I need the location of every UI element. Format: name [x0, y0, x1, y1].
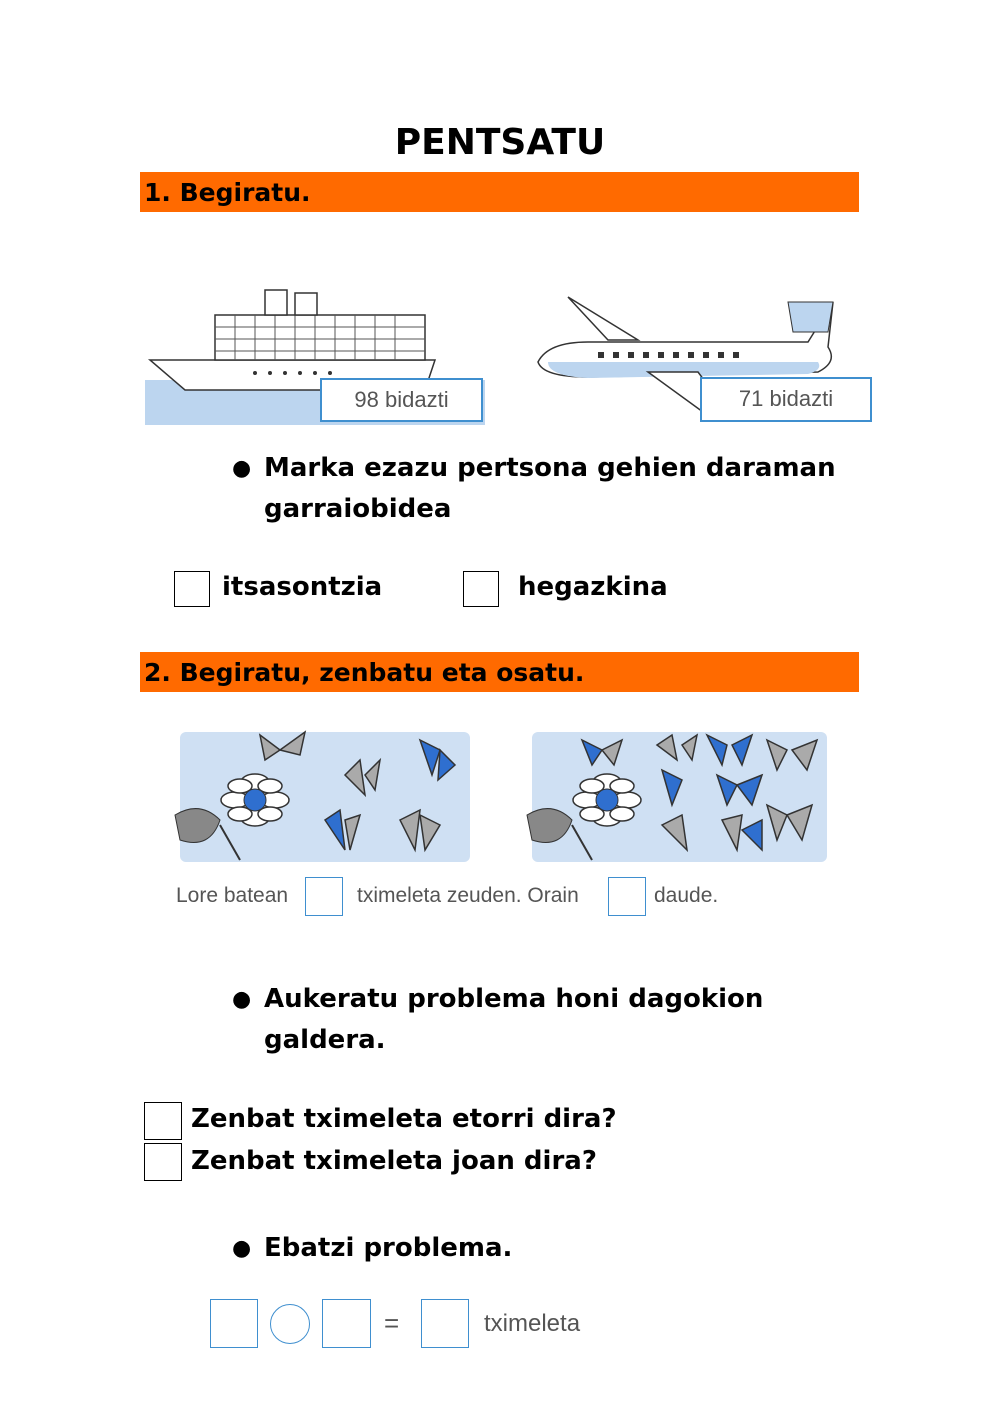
answer-box-initial-count[interactable]: [305, 877, 343, 916]
sentence-part1: Lore batean: [176, 884, 289, 907]
option-itsasontzia-label: itsasontzia: [222, 572, 383, 602]
butterflies-scene-after: [522, 720, 832, 865]
question-came-label: Zenbat tximeleta etorri dira?: [191, 1104, 617, 1134]
checkbox-itsasontzia[interactable]: [174, 571, 210, 607]
plane-passengers-label: 71 bidazti: [700, 377, 872, 422]
checkbox-question-came[interactable]: [144, 1102, 182, 1140]
answer-box-final-count[interactable]: [608, 877, 646, 916]
equation-box-second[interactable]: [322, 1299, 371, 1348]
section-1-heading: 1. Begiratu.: [140, 172, 859, 212]
checkbox-hegazkina[interactable]: [463, 571, 499, 607]
instruction-mark-transport: ● Marka ezazu pertsona gehien daraman garraiobidea: [232, 448, 872, 532]
option-hegazkina-label: hegazkina: [518, 572, 668, 602]
page-title: PENTSATU: [394, 122, 606, 163]
bullet-icon: ●: [232, 987, 252, 1012]
instruction-choose-question: ● Aukeratu problema honi dagokion galdera.: [232, 979, 872, 1063]
butterflies-scene-before: [170, 720, 475, 865]
sentence-part2: tximeleta zeuden. Orain: [357, 884, 579, 907]
equation-operator-circle[interactable]: [270, 1304, 310, 1344]
equation-unit-label: tximeleta: [484, 1310, 581, 1337]
bullet-icon: ●: [232, 456, 252, 481]
equals-sign: =: [384, 1308, 400, 1338]
section-2-heading: 2. Begiratu, zenbatu eta osatu.: [140, 652, 859, 692]
equation-box-first[interactable]: [210, 1299, 258, 1348]
ship-passengers-label: 98 bidazti: [320, 378, 483, 422]
instruction-solve: ● Ebatzi problema.: [232, 1228, 872, 1270]
sentence-part3: daude.: [654, 884, 719, 907]
checkbox-question-left[interactable]: [144, 1143, 182, 1181]
equation-box-result[interactable]: [421, 1299, 469, 1348]
question-left-label: Zenbat tximeleta joan dira?: [191, 1146, 597, 1176]
bullet-icon: ●: [232, 1236, 252, 1261]
